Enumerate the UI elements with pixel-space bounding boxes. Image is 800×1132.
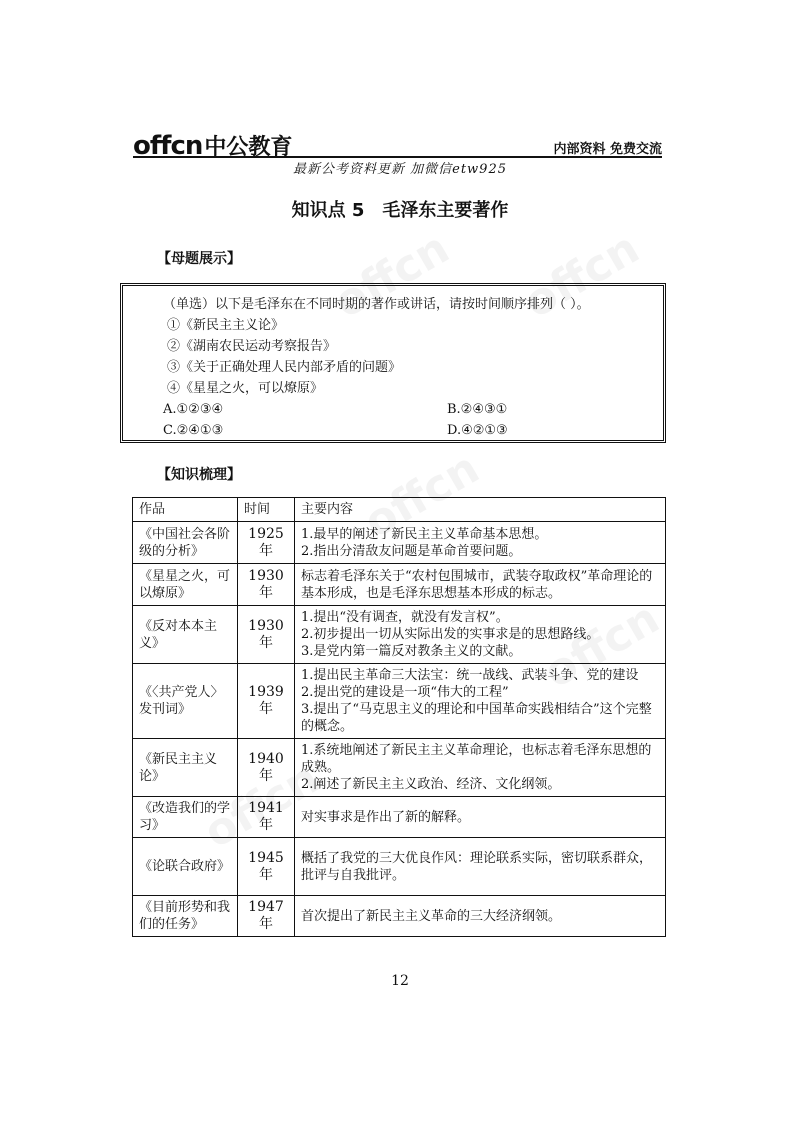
content-line: 2.初步提出一切从实际出发的实事求是的思想路线。 [301, 627, 600, 642]
section-label-question: 【母题展示】 [157, 251, 241, 267]
answer-option-b: B.②④③① [447, 402, 508, 417]
work-title-cell: 《反对本本主义》 [133, 606, 238, 664]
header-subline: 最新公考资料更新 加微信etw925 [293, 162, 507, 177]
year-cell: 1930 年 [238, 606, 295, 664]
work-title-cell: 《新民主主义论》 [133, 739, 238, 797]
answer-option-a: A.①②③④ [163, 402, 224, 417]
content-cell [295, 739, 666, 797]
content-cell [295, 896, 666, 937]
content-line: 1.提出“没有调查，就没有发言权”。 [301, 610, 509, 625]
knowledge-table [132, 497, 666, 937]
work-title-cell: 《〈共产党人〉发刊词》 [133, 664, 238, 739]
year-cell: 1945 年 [238, 838, 295, 896]
answer-option-d: D.④②①③ [447, 423, 508, 438]
work-title-cell: 《中国社会各阶级的分析》 [133, 522, 238, 564]
content-line: 2.指出分清敌友问题是革命首要问题。 [301, 543, 522, 559]
year-cell: 1939 年 [238, 664, 295, 739]
work-title-cell: 《改造我们的学习》 [133, 797, 238, 838]
table-row [133, 896, 666, 937]
content-cell [295, 797, 666, 838]
table-body [133, 522, 666, 937]
content-line: 对实事求是作出了新的解释。 [301, 809, 471, 825]
content-line: 1.提出民主革命三大法宝：统一战线、武装斗争、党的建设 [301, 668, 639, 683]
content-line: 概括了我党的三大优良作风：理论联系实际，密切联系群众，批评与自我批评。 [301, 850, 653, 883]
year-cell: 1941 年 [238, 797, 295, 838]
logo-text-cn: 中公教育 [204, 135, 293, 160]
answer-option-c: C.②④①③ [163, 423, 224, 438]
content-line: 标志着毛泽东关于“农村包围城市，武装夺取政权”革命理论的基本形成，也是毛泽东思想基本形成的标志。 [301, 568, 653, 601]
question-item: ①《新民主主义论》 [167, 318, 285, 333]
content-line: 1.最早的阐述了新民主主义革命基本思想。 [301, 526, 548, 542]
content-line: 首次提出了新民主主义革命的三大经济纲领。 [301, 908, 562, 924]
content-cell [295, 664, 666, 739]
content-line: 3.是党内第一篇反对教条主义的文献。 [301, 644, 522, 659]
question-box [120, 283, 666, 443]
table-row [133, 664, 666, 739]
content-line: 1.系统地阐述了新民主主义革命理论，也标志着毛泽东思想的成熟。 [301, 743, 652, 775]
year-cell: 1925 年 [238, 522, 295, 564]
content-cell [295, 606, 666, 664]
content-cell [295, 838, 666, 896]
question-item: ④《星星之火，可以燎原》 [167, 381, 324, 396]
table-row [133, 797, 666, 838]
content-cell [295, 522, 666, 564]
year-cell: 1947 年 [238, 896, 295, 937]
table-row [133, 522, 666, 564]
work-title-cell: 《星星之火，可以燎原》 [133, 564, 238, 606]
table-header-cell: 时间 [238, 498, 295, 522]
work-title-cell: 《论联合政府》 [133, 838, 238, 896]
table-header-row [133, 498, 666, 522]
page-number: 12 [391, 973, 409, 989]
header-right-text: 内部资料 免费交流 [553, 142, 662, 157]
table-row [133, 739, 666, 797]
content-line: 2.阐述了新民主主义政治、经济、文化纲领。 [301, 777, 561, 792]
question-stem: （单选）以下是毛泽东在不同时期的著作或讲话，请按时间顺序排列（ ）。 [163, 297, 590, 312]
year-cell: 1940 年 [238, 739, 295, 797]
content-line: 3.提出了“马克思主义的理论和中国革命实践相结合”这个完整的概念。 [301, 702, 652, 734]
question-item: ③《关于正确处理人民内部矛盾的问题》 [167, 360, 402, 375]
content-line: 2.提出党的建设是一项“伟大的工程” [301, 685, 509, 700]
question-item: ②《湖南农民运动考察报告》 [167, 339, 337, 354]
section-label-knowledge: 【知识梳理】 [157, 467, 241, 483]
table-header-cell: 作品 [133, 498, 238, 522]
content-cell [295, 564, 666, 606]
page-title: 知识点 5 毛泽东主要著作 [291, 200, 509, 221]
year-cell: 1930 年 [238, 564, 295, 606]
table-row [133, 606, 666, 664]
table-header-cell: 主要内容 [295, 498, 666, 522]
table-row [133, 564, 666, 606]
work-title-cell: 《目前形势和我们的任务》 [133, 896, 238, 937]
logo-text-en: offcn [133, 131, 203, 161]
table-row [133, 838, 666, 896]
